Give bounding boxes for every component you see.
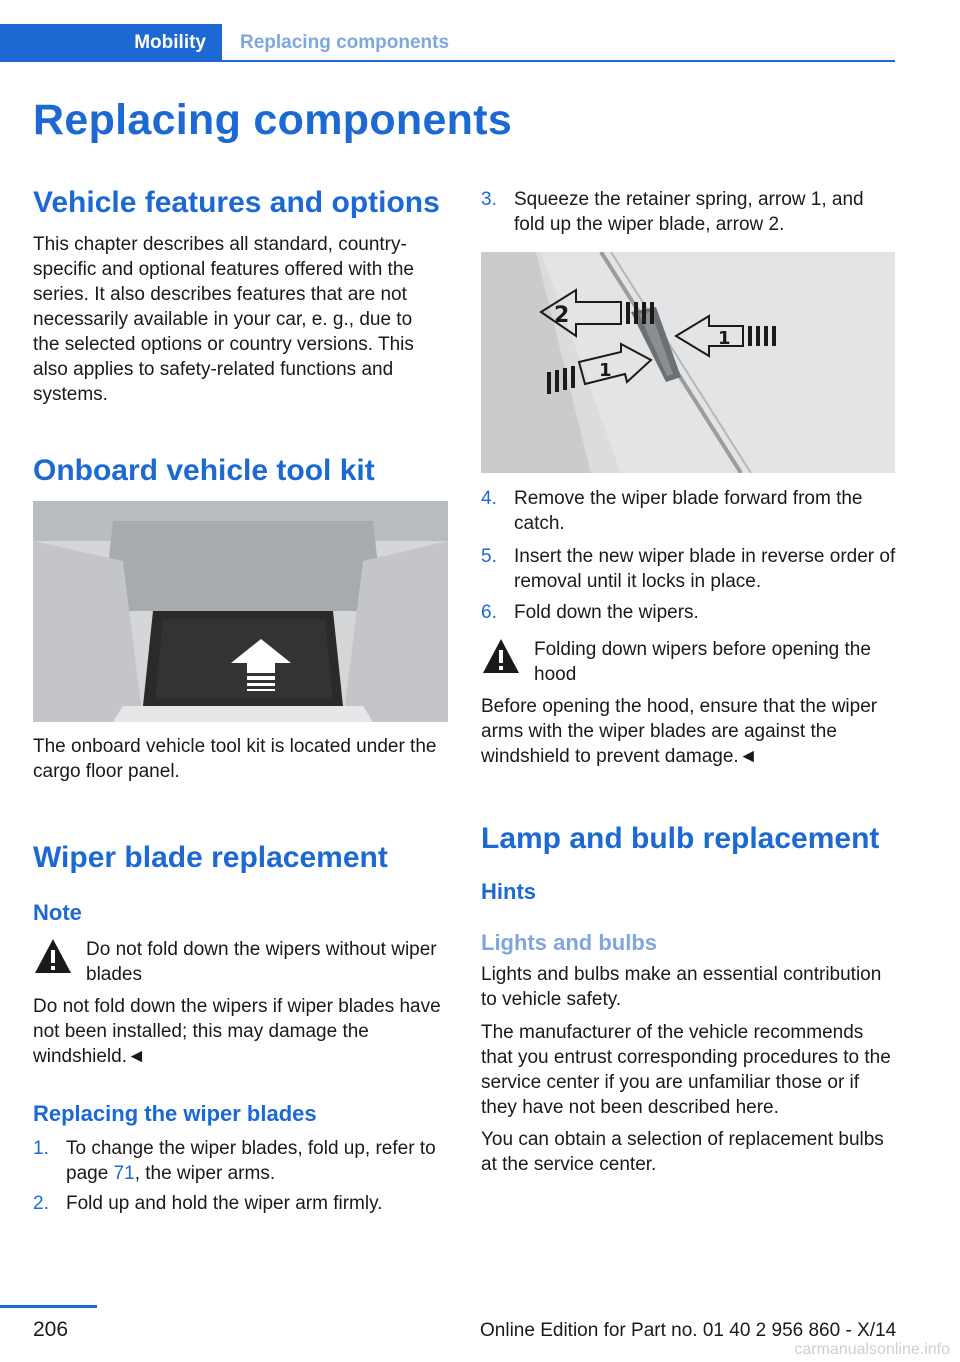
paragraph-lights-3: You can obtain a selection of replacement bulbs at the service center.	[481, 1129, 884, 1175]
list-item	[481, 187, 897, 239]
step-number: 6.	[481, 602, 497, 623]
warning-triangle-icon	[481, 637, 521, 675]
step-text: Fold up and hold the wiper arm firmly.	[66, 1193, 383, 1214]
step-number: 1.	[33, 1138, 49, 1159]
section-tab-mobility[interactable]: Mobility	[0, 24, 222, 61]
heading-replacing-wiper-blades: Replacing the wiper blades	[33, 1101, 317, 1126]
step-text: Remove the wiper blade forward from the catch.	[514, 488, 863, 534]
heading-lights-bulbs: Lights and bulbs	[481, 930, 657, 955]
list-item	[33, 1136, 449, 1188]
list-item	[481, 486, 897, 538]
cargo-floor-image	[33, 501, 448, 722]
warning-hood	[481, 637, 897, 687]
paragraph-vehicle-features: This chapter describes all standard, country-specific and optional features offered with the series. It also describes features that are not necessarily available in your car, e. g., due to the selected options or country versions. This also applies to safety-related functions and systems.	[33, 234, 414, 405]
footer-accent-line	[0, 1305, 97, 1308]
heading-tool-kit: Onboard vehicle tool kit	[33, 454, 375, 487]
figure-label-arrow-2: 2	[554, 303, 570, 328]
step-number: 4.	[481, 488, 497, 509]
figure-label-arrow-1b: 1	[599, 360, 612, 381]
heading-wiper-replacement: Wiper blade replacement	[33, 841, 388, 874]
wiper-blade-image	[481, 252, 895, 473]
heading-hints: Hints	[481, 879, 536, 904]
list-item	[33, 1191, 449, 1217]
header-bar	[0, 24, 895, 62]
paragraph-lights-2: The manufacturer of the vehicle recommends that you entrust corresponding procedures to the service center if you are unfamiliar those or if they have not been described here.	[481, 1022, 891, 1118]
warning-title: Do not fold down the wipers without wiper blades	[86, 939, 437, 985]
paragraph-lights-1: Lights and bulbs make an essential contribution to vehicle safety.	[481, 964, 882, 1010]
warning-body: Before opening the hood, ensure that the wiper arms with the wiper blades are against the windshield to prevent damage.◄	[481, 696, 878, 767]
heading-note: Note	[33, 900, 82, 925]
warning-title: Folding down wipers before opening the hood	[534, 639, 871, 685]
step-text: Fold down the wipers.	[514, 602, 699, 623]
footer-edition: Online Edition for Part no. 01 40 2 956 860 - X/14	[480, 1320, 897, 1341]
step-text: Squeeze the retainer spring, arrow 1, and fold up the wiper blade, arrow 2.	[514, 189, 864, 235]
warning-no-blades	[33, 937, 449, 987]
list-item	[481, 600, 897, 626]
page-link[interactable]: 71	[113, 1163, 135, 1184]
heading-vehicle-features: Vehicle features and options	[33, 186, 440, 219]
step-number: 5.	[481, 546, 497, 567]
section-tab-current[interactable]: Replacing components	[240, 32, 450, 53]
warning-body: Do not fold down the wipers if wiper blades have not been installed; this may damage the windshield.◄	[33, 996, 441, 1067]
step-number: 2.	[33, 1193, 49, 1214]
list-item	[481, 544, 897, 596]
heading-lamp-bulb-replacement: Lamp and bulb replacement	[481, 822, 880, 855]
figure-label-arrow-1a: 1	[718, 328, 731, 349]
step-text: To change the wiper blades, fold up, refer to page 71, the wiper arms.	[66, 1138, 436, 1184]
watermark: carmanualsonline.info	[794, 1341, 950, 1358]
page-number: 206	[33, 1318, 69, 1341]
step-text: Insert the new wiper blade in reverse order of removal until it locks in place.	[514, 546, 896, 592]
warning-triangle-icon	[33, 937, 73, 975]
page-title: Replacing components	[33, 96, 513, 144]
paragraph-tool-kit: The onboard vehicle tool kit is located under the cargo floor panel.	[33, 736, 437, 782]
step-number: 3.	[481, 189, 497, 210]
